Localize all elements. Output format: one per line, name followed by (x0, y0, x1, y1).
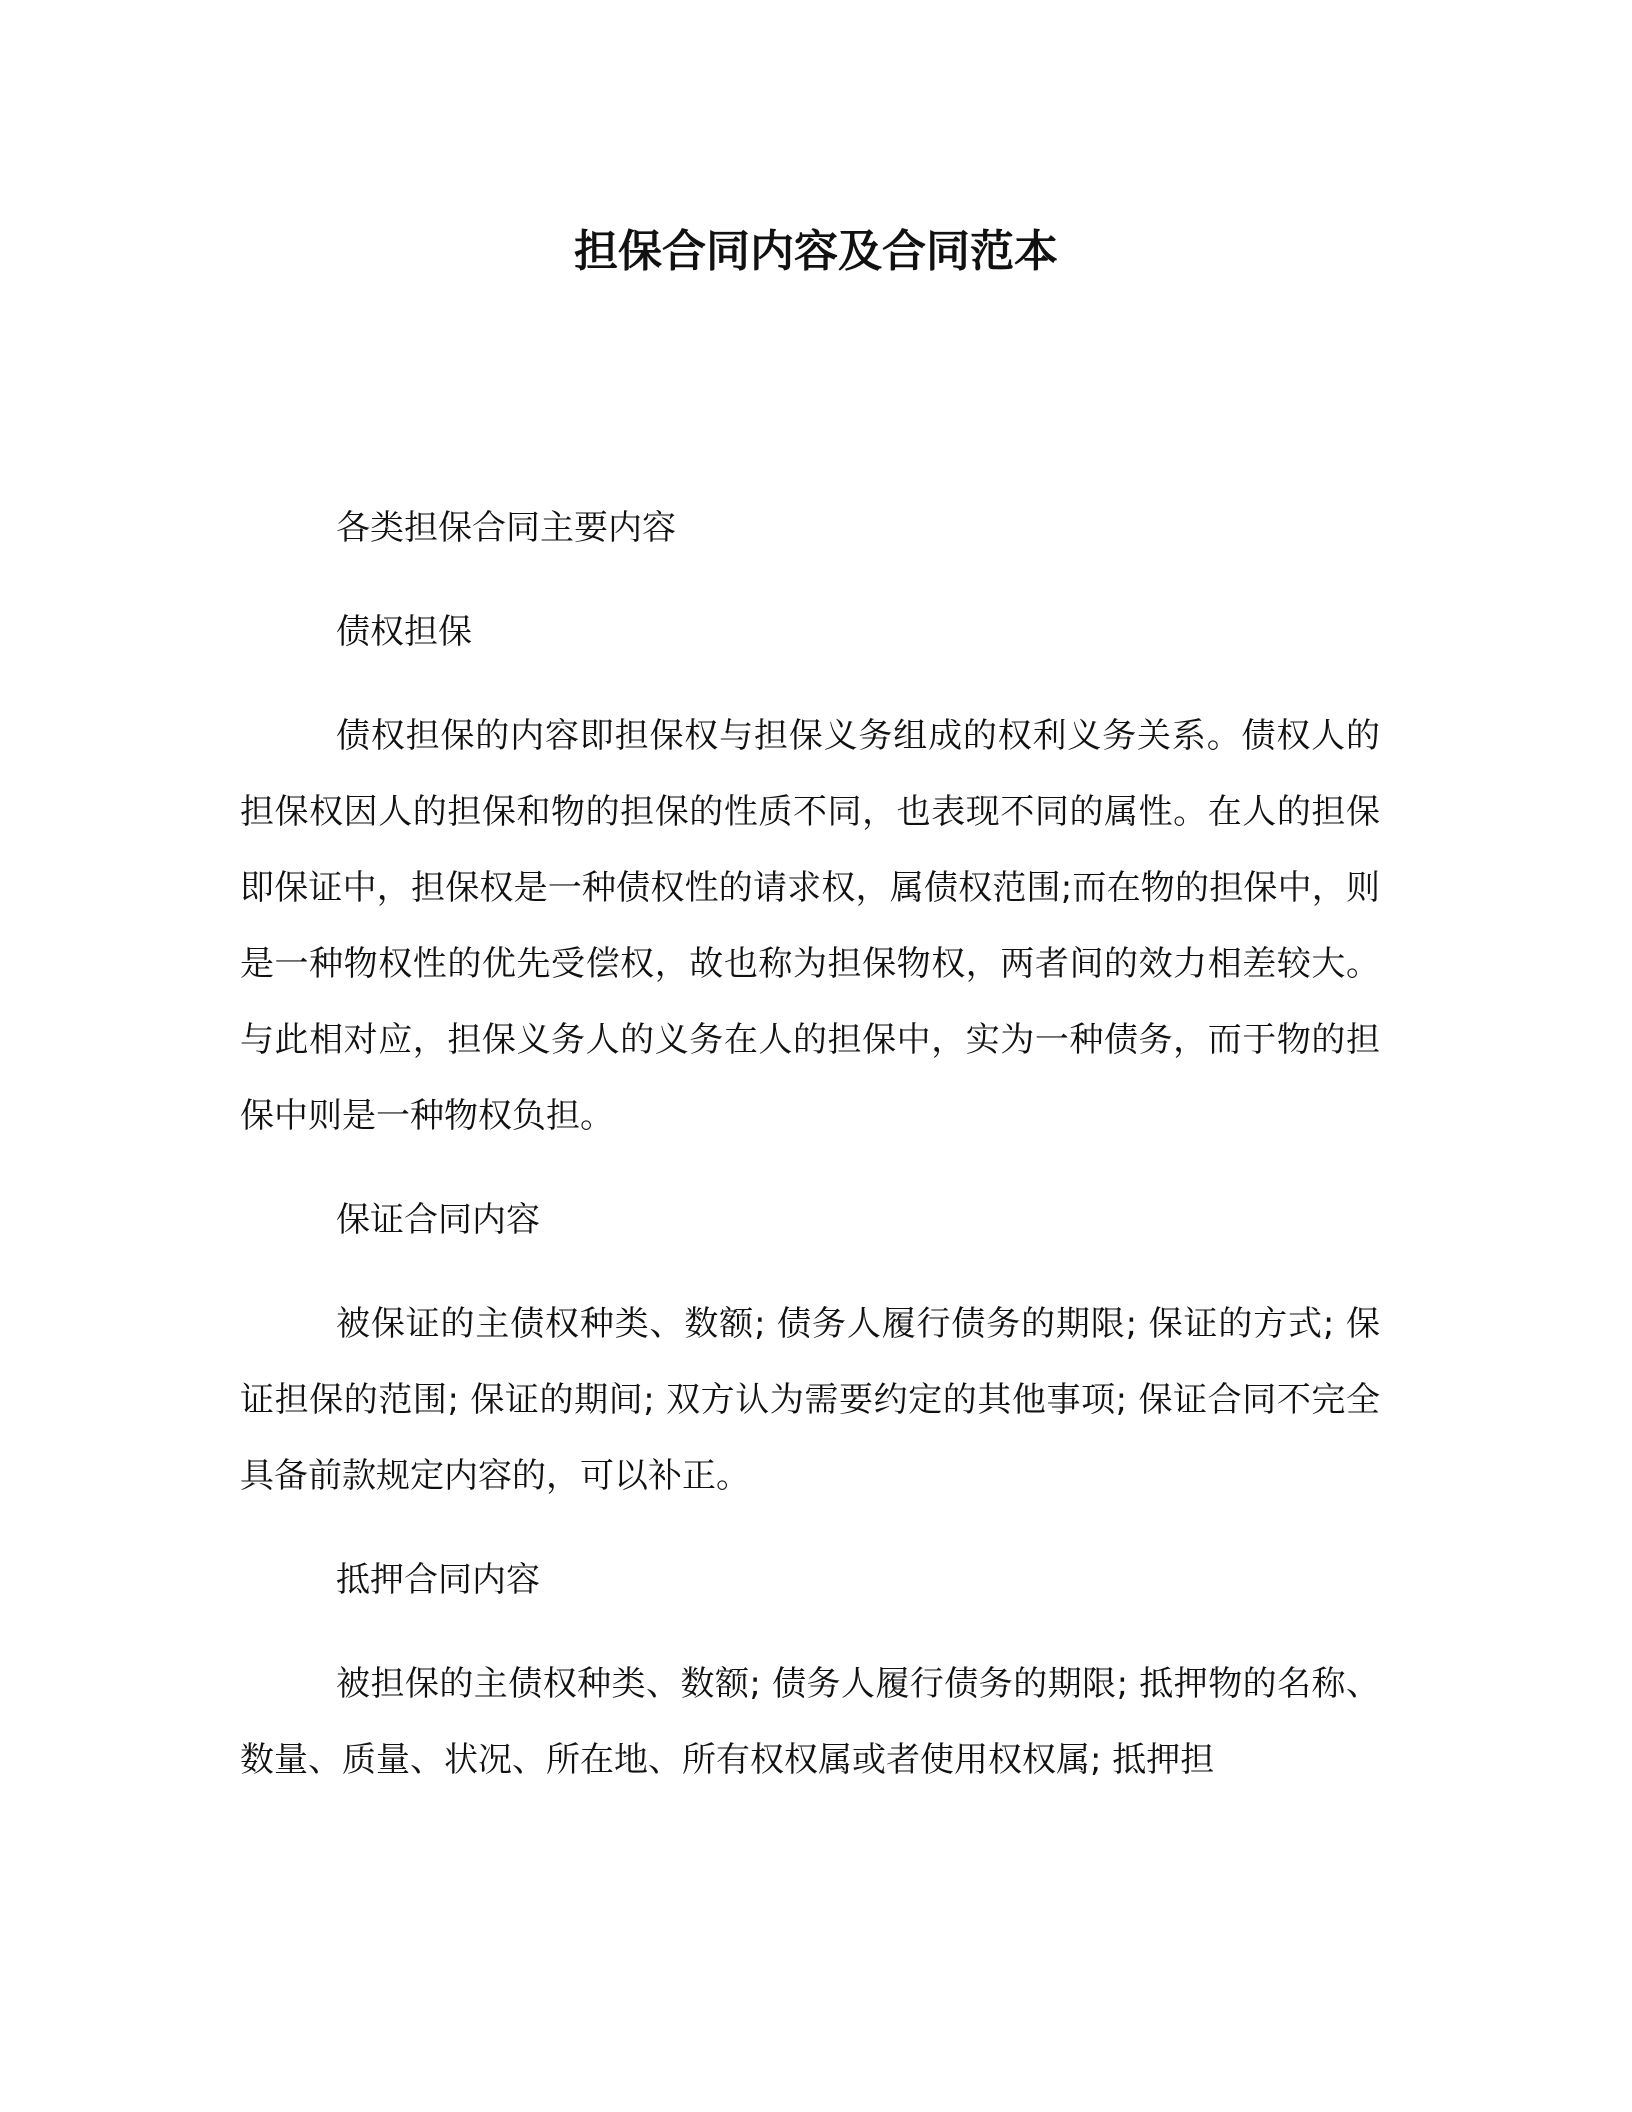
paragraph-mortgage-contract: 被担保的主债权种类、数额; 债务人履行债务的期限; 抵押物的名称、数量、质量、状况、所在地、所有权权属或者使用权权属; 抵押担 (240, 1664, 1380, 1780)
section-heading-surety-contract: 保证合同内容 (336, 1200, 540, 1240)
section-heading-guarantee-contents: 各类担保合同主要内容 (336, 508, 676, 548)
section-heading-mortgage-contract: 抵押合同内容 (336, 1560, 540, 1600)
document-title: 担保合同内容及合同范本 (574, 226, 1058, 277)
document-body (240, 490, 1380, 1826)
paragraph-debt-guarantee: 债权担保的内容即担保权与担保义务组成的权利义务关系。债权人的担保权因人的担保和物的担保的性质不同，也表现不同的属性。在人的担保即保证中，担保权是一种债权性的请求权，属债权范围;而在物的担保中，则是一种物权性的优先受偿权，故也称为担保物权，两者间的效力相差较大。与此相对应，担保义务人的义务在人的担保中，实为一种债务，而于物的担保中则是一种物权负担。 (240, 716, 1380, 1136)
section-heading-debt-guarantee: 债权担保 (336, 612, 472, 652)
paragraph-surety-contract: 被保证的主债权种类、数额; 债务人履行债务的期限; 保证的方式; 保证担保的范围; 保证的期间; 双方认为需要约定的其他事项; 保证合同不完全具备前款规定内容的，可以补正。 (240, 1304, 1380, 1496)
